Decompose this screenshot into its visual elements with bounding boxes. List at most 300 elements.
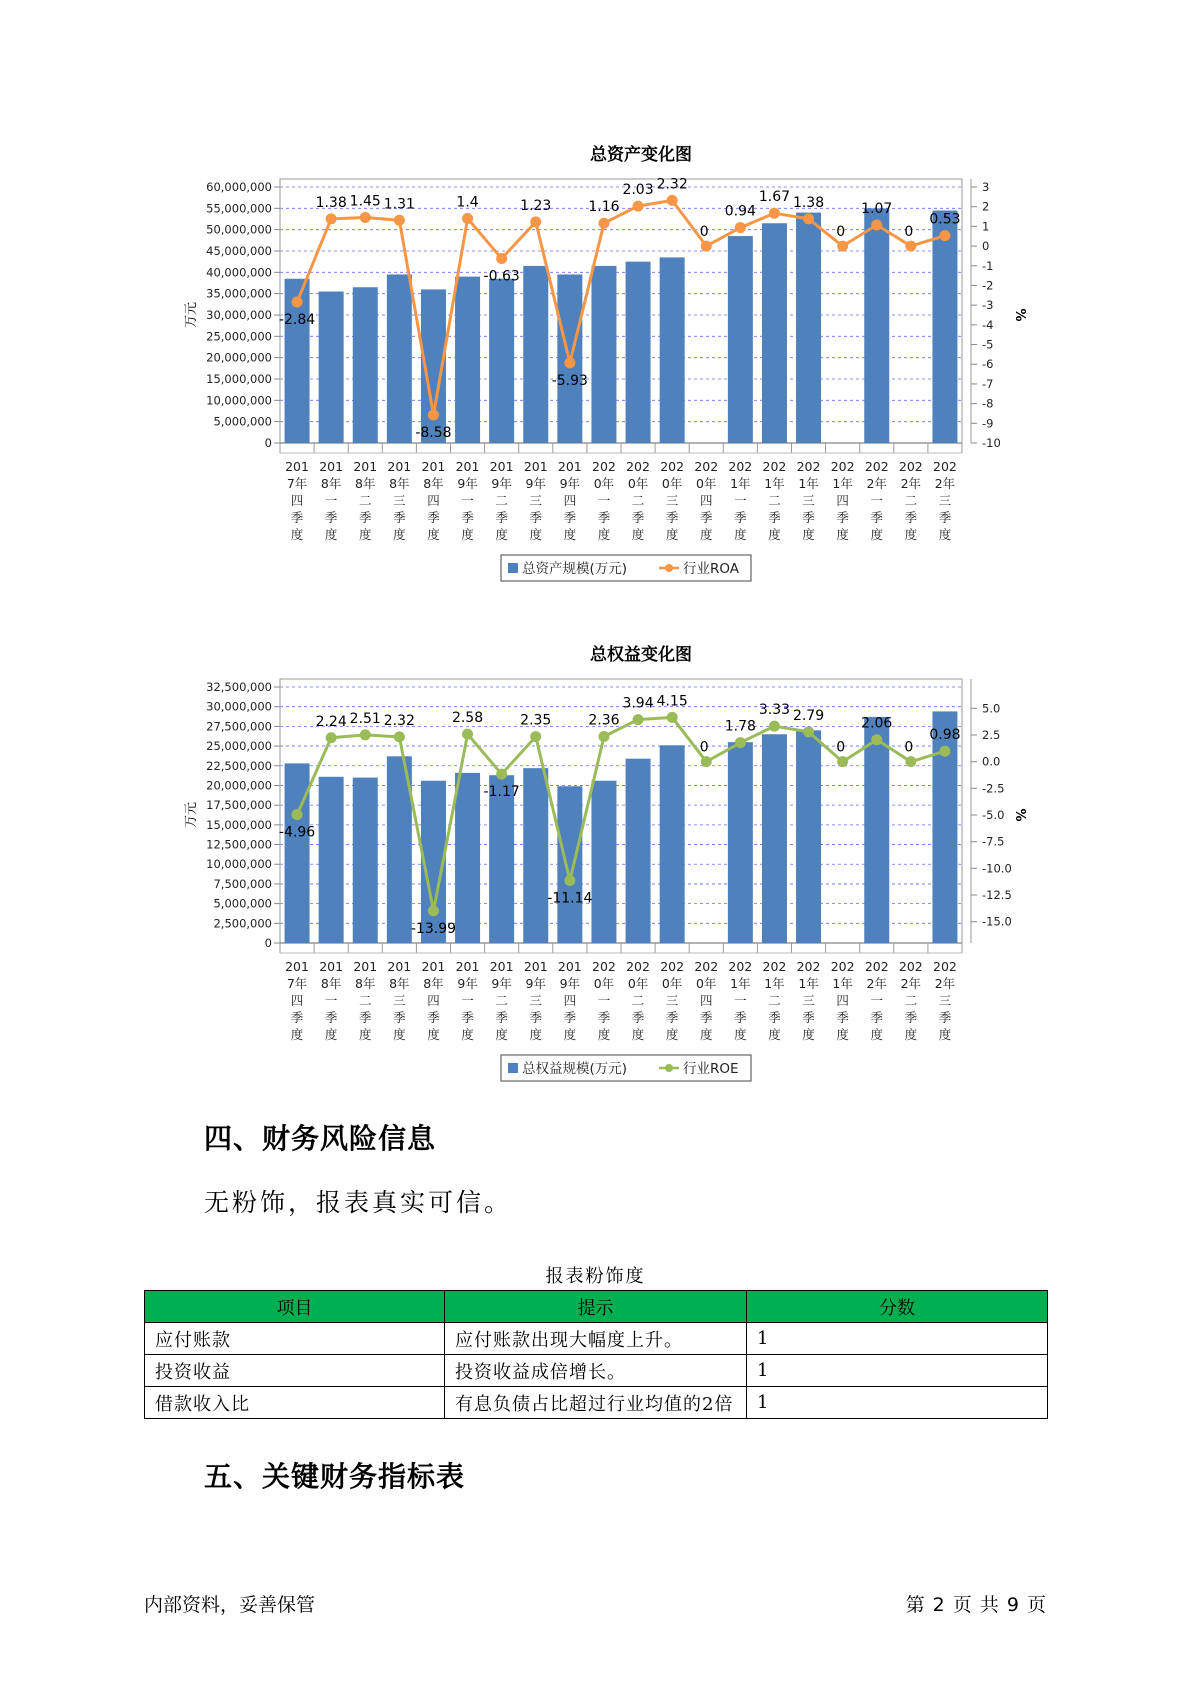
- section-heading-financial-risk: 四、财务风险信息: [204, 1122, 437, 1155]
- x-tick-label: 度: [631, 527, 645, 542]
- y-tick-label: 2,500,000: [213, 916, 272, 931]
- x-tick-label: 201: [523, 459, 548, 474]
- y-tick-label: 5,000,000: [213, 896, 272, 911]
- line-point: [462, 729, 473, 740]
- x-tick-label: 度: [802, 1027, 815, 1042]
- data-label: 2.51: [349, 710, 381, 727]
- x-tick-label: 1年: [764, 476, 785, 491]
- x-tick-label: 季: [870, 510, 884, 525]
- x-tick-label: 季: [836, 510, 849, 525]
- data-label: 2.35: [520, 712, 552, 729]
- legend-line-label: 行业ROA: [683, 561, 740, 577]
- x-tick-label: 度: [324, 1027, 338, 1042]
- section-heading-key-indicators: 五、关键财务指标表: [204, 1460, 466, 1493]
- bar: [796, 213, 821, 443]
- x-tick-label: 度: [836, 527, 849, 542]
- bar: [660, 257, 685, 443]
- x-tick-label: 季: [768, 510, 781, 525]
- bar: [591, 266, 616, 443]
- y-tick-label: 10,000,000: [206, 857, 272, 872]
- x-tick-label: 季: [597, 510, 611, 525]
- x-tick-label: 季: [597, 1010, 611, 1025]
- y2-tick-label: 2.5: [982, 728, 1001, 742]
- line-point: [769, 208, 780, 219]
- data-label: 1.07: [861, 201, 893, 218]
- data-label: -8.58: [415, 425, 452, 442]
- y2-tick-label: -15.0: [982, 914, 1012, 929]
- data-label: 0: [904, 739, 914, 756]
- data-label: 0: [836, 224, 846, 241]
- y-tick-label: 45,000,000: [206, 244, 272, 258]
- x-tick-label: 度: [870, 1027, 884, 1042]
- bar: [489, 279, 514, 443]
- x-tick-label: 2年: [900, 476, 922, 491]
- x-tick-label: 0年: [593, 476, 615, 491]
- y2-axis-label: %: [1012, 308, 1027, 322]
- x-tick-label: 度: [393, 1027, 406, 1042]
- data-label: 2.24: [315, 713, 347, 730]
- x-tick-label: 0年: [696, 476, 717, 491]
- line-point: [326, 732, 337, 743]
- y2-tick-label: -1: [982, 258, 994, 273]
- cell-hint: 投资收益成倍增长。: [445, 1355, 747, 1387]
- x-tick-label: 季: [938, 1010, 952, 1025]
- x-tick-label: 一: [461, 493, 474, 508]
- x-tick-label: 202: [660, 959, 685, 974]
- data-label: -0.63: [483, 268, 520, 285]
- line-point: [701, 241, 712, 252]
- data-label: -1.17: [483, 784, 520, 801]
- x-tick-label: 度: [904, 527, 918, 542]
- legend-bar-label: 总权益规模(万元): [522, 1061, 628, 1077]
- x-tick-label: 季: [870, 1010, 884, 1025]
- line-point: [530, 731, 541, 742]
- data-label: 3.33: [758, 702, 791, 719]
- header-score: 分数: [747, 1291, 1048, 1323]
- x-tick-label: 四: [699, 993, 713, 1008]
- bar: [353, 778, 378, 943]
- data-label: -11.14: [547, 890, 593, 907]
- x-tick-label: 1年: [730, 976, 751, 991]
- x-tick-label: 8年: [423, 476, 444, 491]
- bar: [932, 210, 957, 443]
- x-tick-label: 9年: [559, 976, 581, 991]
- line-point: [428, 410, 439, 421]
- x-tick-label: 201: [523, 959, 548, 974]
- x-tick-label: 季: [631, 1010, 645, 1025]
- y-tick-label: 0: [264, 936, 272, 950]
- x-tick-label: 0年: [661, 976, 683, 991]
- bar: [728, 742, 753, 943]
- x-tick-label: 度: [461, 1027, 474, 1042]
- x-tick-label: 9年: [457, 476, 478, 491]
- y2-tick-label: -6: [982, 357, 994, 372]
- line-point: [564, 875, 575, 886]
- x-tick-label: 季: [461, 510, 474, 525]
- x-tick-label: 四: [836, 993, 849, 1008]
- x-tick-label: 季: [904, 1010, 918, 1025]
- y2-tick-label: -10.0: [982, 861, 1012, 876]
- legend-line-marker: [665, 1064, 673, 1072]
- bar: [319, 777, 344, 943]
- x-tick-label: 三: [393, 993, 406, 1008]
- x-tick-label: 三: [529, 493, 543, 508]
- y2-tick-label: -5: [982, 337, 994, 352]
- x-tick-label: 四: [427, 493, 440, 508]
- line-point: [564, 357, 575, 368]
- x-tick-label: 201: [489, 959, 514, 974]
- line-point: [837, 241, 848, 252]
- x-tick-label: 二: [358, 993, 372, 1008]
- x-tick-label: 201: [421, 959, 446, 974]
- data-label: -5.93: [551, 372, 588, 389]
- x-tick-label: 季: [768, 1010, 781, 1025]
- y2-tick-label: 2: [982, 199, 990, 214]
- x-tick-label: 202: [592, 959, 616, 974]
- y2-axis-label: %: [1012, 808, 1027, 822]
- bar: [353, 287, 378, 443]
- cell-item: 借款收入比: [145, 1387, 445, 1419]
- legend-line-label: 行业ROE: [683, 1061, 739, 1077]
- y-tick-label: 55,000,000: [206, 201, 272, 216]
- x-tick-label: 1年: [730, 476, 751, 491]
- y-tick-label: 25,000,000: [206, 329, 272, 344]
- bar: [489, 775, 514, 943]
- x-tick-label: 202: [898, 959, 923, 974]
- line-point: [939, 230, 950, 241]
- x-tick-label: 季: [563, 1010, 577, 1025]
- data-label: 1.67: [758, 189, 791, 206]
- x-tick-label: 9年: [491, 976, 512, 991]
- data-label: 2.36: [588, 712, 620, 729]
- chart-title: 总资产变化图: [590, 145, 692, 165]
- x-tick-label: 季: [290, 1010, 304, 1025]
- line-point: [633, 201, 644, 212]
- x-tick-label: 度: [938, 527, 952, 542]
- x-tick-label: 度: [870, 527, 884, 542]
- x-tick-label: 四: [290, 993, 304, 1008]
- x-tick-label: 202: [898, 459, 923, 474]
- bar: [455, 773, 480, 943]
- y-tick-label: 5,000,000: [213, 414, 272, 429]
- x-tick-label: 202: [694, 459, 719, 474]
- legend-bar-swatch: [508, 563, 518, 573]
- y2-tick-label: 0.0: [982, 754, 1001, 769]
- x-tick-label: 202: [830, 459, 855, 474]
- x-tick-label: 201: [285, 459, 309, 474]
- x-tick-label: 1年: [832, 476, 853, 491]
- x-tick-label: 202: [592, 459, 616, 474]
- line-point: [598, 731, 609, 742]
- x-tick-label: 度: [563, 1027, 577, 1042]
- table-header-row: [145, 1291, 1048, 1323]
- y2-tick-label: -3: [982, 298, 994, 313]
- line-point: [598, 218, 609, 229]
- x-tick-label: 季: [836, 1010, 849, 1025]
- y2-tick-label: -9: [982, 416, 994, 431]
- x-tick-label: 四: [699, 493, 713, 508]
- x-tick-label: 度: [529, 527, 543, 542]
- x-tick-label: 季: [631, 510, 645, 525]
- x-tick-label: 202: [660, 459, 685, 474]
- footer-page-number: 第 2 页 共 9 页: [905, 1594, 1047, 1616]
- x-tick-label: 一: [324, 493, 338, 508]
- data-label: 2.79: [792, 707, 825, 724]
- bar: [591, 781, 616, 943]
- bar: [455, 277, 480, 443]
- x-tick-label: 201: [319, 459, 344, 474]
- header-item: 项目: [145, 1291, 445, 1323]
- x-tick-label: 度: [290, 527, 304, 542]
- x-tick-label: 8年: [355, 476, 376, 491]
- x-tick-label: 202: [694, 959, 719, 974]
- data-label: 1.31: [383, 196, 415, 213]
- y-tick-label: 12,500,000: [206, 837, 272, 852]
- y-tick-label: 60,000,000: [206, 180, 272, 194]
- x-tick-label: 202: [796, 459, 821, 474]
- x-tick-label: 202: [626, 459, 650, 474]
- y2-tick-label: 1: [982, 219, 990, 234]
- y2-tick-label: -8: [982, 396, 994, 411]
- y-tick-label: 7,500,000: [213, 876, 272, 891]
- x-tick-label: 季: [358, 510, 372, 525]
- table-caption: 报表粉饰度: [545, 1266, 646, 1287]
- x-tick-label: 季: [290, 510, 304, 525]
- x-tick-label: 季: [938, 510, 952, 525]
- x-tick-label: 度: [427, 527, 440, 542]
- x-tick-label: 2年: [866, 976, 887, 991]
- x-tick-label: 201: [387, 959, 412, 974]
- x-tick-label: 三: [938, 993, 952, 1008]
- x-tick-label: 0年: [627, 976, 649, 991]
- y-tick-label: 27,500,000: [206, 719, 272, 734]
- y-tick-label: 15,000,000: [206, 372, 272, 386]
- x-tick-label: 8年: [320, 976, 342, 991]
- x-tick-label: 二: [495, 493, 508, 508]
- x-tick-label: 度: [665, 527, 679, 542]
- line-point: [939, 746, 950, 757]
- x-tick-label: 201: [285, 959, 309, 974]
- x-tick-label: 202: [864, 459, 889, 474]
- legend-line-marker: [665, 564, 673, 572]
- x-tick-label: 9年: [457, 976, 478, 991]
- total-assets-chart: [0, 130, 1191, 590]
- x-tick-label: 一: [870, 993, 884, 1008]
- x-tick-label: 度: [324, 527, 338, 542]
- x-tick-label: 202: [762, 959, 787, 974]
- x-tick-label: 季: [324, 510, 338, 525]
- data-label: 2.03: [622, 182, 654, 199]
- y-tick-label: 10,000,000: [206, 393, 272, 408]
- x-tick-label: 季: [495, 1010, 508, 1025]
- line-point: [496, 253, 507, 264]
- x-tick-label: 201: [557, 459, 582, 474]
- data-label: 0: [699, 739, 709, 756]
- y-tick-label: 17,500,000: [206, 798, 272, 813]
- x-tick-label: 三: [938, 493, 952, 508]
- x-tick-label: 三: [665, 993, 679, 1008]
- line-point: [735, 222, 746, 233]
- bar: [626, 262, 651, 443]
- x-tick-label: 一: [870, 493, 884, 508]
- data-label: 2.06: [861, 715, 893, 732]
- cell-hint: 有息负债占比超过行业均值的2倍: [445, 1387, 747, 1419]
- x-tick-label: 201: [353, 459, 378, 474]
- line-point: [701, 756, 712, 767]
- x-tick-label: 度: [631, 1027, 645, 1042]
- x-tick-label: 2年: [934, 976, 956, 991]
- x-tick-label: 季: [734, 510, 747, 525]
- x-tick-label: 9年: [559, 476, 581, 491]
- x-tick-label: 度: [699, 1027, 713, 1042]
- x-tick-label: 201: [557, 959, 582, 974]
- x-tick-label: 202: [933, 459, 957, 474]
- x-tick-label: 201: [455, 959, 480, 974]
- x-tick-label: 201: [353, 959, 378, 974]
- x-tick-label: 季: [393, 510, 406, 525]
- data-label: 3.94: [622, 695, 654, 712]
- x-tick-label: 度: [734, 527, 747, 542]
- x-tick-label: 202: [762, 459, 787, 474]
- line-point: [394, 731, 405, 742]
- x-tick-label: 一: [734, 993, 747, 1008]
- footer-confidential-note: 内部资料，妥善保管: [144, 1594, 316, 1616]
- x-tick-label: 度: [393, 527, 406, 542]
- line-point: [360, 729, 371, 740]
- line-point: [837, 756, 848, 767]
- x-tick-label: 201: [387, 459, 412, 474]
- line-point: [803, 213, 814, 224]
- x-tick-label: 度: [836, 1027, 849, 1042]
- x-tick-label: 度: [768, 527, 781, 542]
- y-tick-label: 20,000,000: [206, 778, 272, 793]
- y-tick-label: 20,000,000: [206, 350, 272, 365]
- line-point: [769, 721, 780, 732]
- x-tick-label: 季: [358, 1010, 372, 1025]
- x-tick-label: 度: [597, 527, 611, 542]
- bar: [523, 266, 548, 443]
- bar: [728, 236, 753, 443]
- y-tick-label: 40,000,000: [206, 265, 272, 280]
- line-point: [803, 726, 814, 737]
- x-tick-label: 季: [393, 1010, 406, 1025]
- data-label: 0.94: [724, 203, 756, 220]
- line-point: [633, 714, 644, 725]
- bar: [523, 768, 548, 943]
- total-equity-chart: [0, 630, 1191, 1090]
- x-tick-label: 二: [904, 993, 918, 1008]
- data-label: 0.53: [929, 211, 961, 228]
- bar: [660, 745, 685, 943]
- x-tick-label: 202: [796, 959, 821, 974]
- table-row: [145, 1355, 1048, 1387]
- y-axis-label: 万元: [184, 801, 199, 829]
- x-tick-label: 8年: [389, 476, 410, 491]
- x-tick-label: 度: [427, 1027, 440, 1042]
- x-tick-label: 一: [597, 493, 611, 508]
- y-tick-label: 0: [264, 436, 272, 450]
- x-tick-label: 度: [529, 1027, 543, 1042]
- table-row: [145, 1387, 1048, 1419]
- y-tick-label: 22,500,000: [206, 758, 272, 773]
- y-tick-label: 50,000,000: [206, 222, 272, 237]
- x-tick-label: 201: [421, 459, 446, 474]
- x-tick-label: 四: [563, 493, 577, 508]
- x-tick-label: 202: [728, 959, 753, 974]
- y2-tick-label: -2.5: [982, 781, 1005, 796]
- y-tick-label: 35,000,000: [206, 286, 272, 301]
- cell-score: 1: [747, 1323, 1048, 1355]
- x-tick-label: 2年: [900, 976, 922, 991]
- data-label: 2.32: [656, 176, 688, 193]
- x-tick-label: 三: [393, 493, 406, 508]
- x-tick-label: 202: [728, 459, 753, 474]
- data-label: 1.4: [456, 194, 479, 211]
- x-tick-label: 季: [427, 1010, 440, 1025]
- y-tick-label: 15,000,000: [206, 817, 272, 832]
- x-tick-label: 1年: [798, 976, 819, 991]
- bar: [796, 730, 821, 943]
- x-tick-label: 季: [665, 1010, 679, 1025]
- data-label: 1.38: [792, 194, 825, 211]
- data-label: 0: [699, 224, 709, 241]
- x-tick-label: 二: [631, 993, 645, 1008]
- y2-tick-label: -7.5: [982, 834, 1005, 849]
- x-tick-label: 二: [768, 493, 781, 508]
- bar: [864, 717, 889, 943]
- cell-hint: 应付账款出现大幅度上升。: [445, 1323, 747, 1355]
- x-tick-label: 季: [324, 1010, 338, 1025]
- x-tick-label: 二: [768, 993, 781, 1008]
- x-tick-label: 四: [836, 493, 849, 508]
- bar: [285, 763, 310, 943]
- x-tick-label: 四: [427, 993, 440, 1008]
- x-tick-label: 度: [461, 527, 474, 542]
- data-label: 0.98: [929, 727, 961, 744]
- y2-tick-label: 5.0: [982, 701, 1001, 716]
- x-tick-label: 度: [597, 1027, 611, 1042]
- bar: [864, 208, 889, 443]
- data-label: -13.99: [410, 920, 457, 937]
- x-tick-label: 三: [802, 993, 815, 1008]
- x-tick-label: 季: [495, 510, 508, 525]
- y2-tick-label: -5.0: [982, 808, 1005, 822]
- data-label: -2.84: [278, 312, 316, 329]
- line-point: [496, 769, 507, 780]
- y2-tick-label: -4: [982, 317, 994, 332]
- line-point: [394, 215, 405, 226]
- cell-score: 1: [747, 1355, 1048, 1387]
- x-tick-label: 度: [358, 527, 372, 542]
- x-tick-label: 0年: [627, 476, 649, 491]
- y2-tick-label: 0: [982, 239, 990, 254]
- chart-title: 总权益变化图: [590, 645, 692, 665]
- x-tick-label: 季: [563, 510, 577, 525]
- y-tick-label: 32,500,000: [206, 680, 272, 694]
- x-tick-label: 7年: [286, 476, 308, 491]
- x-tick-label: 度: [495, 527, 508, 542]
- line-point: [905, 756, 916, 767]
- data-label: 1.45: [349, 193, 381, 210]
- y-tick-label: 30,000,000: [206, 308, 272, 322]
- x-tick-label: 季: [461, 1010, 474, 1025]
- legend-bar-label: 总资产规模(万元): [522, 561, 628, 577]
- x-tick-label: 0年: [661, 476, 683, 491]
- y2-tick-label: 3: [982, 180, 990, 194]
- x-tick-label: 度: [358, 1027, 372, 1042]
- x-tick-label: 度: [904, 1027, 918, 1042]
- line-point: [871, 734, 882, 745]
